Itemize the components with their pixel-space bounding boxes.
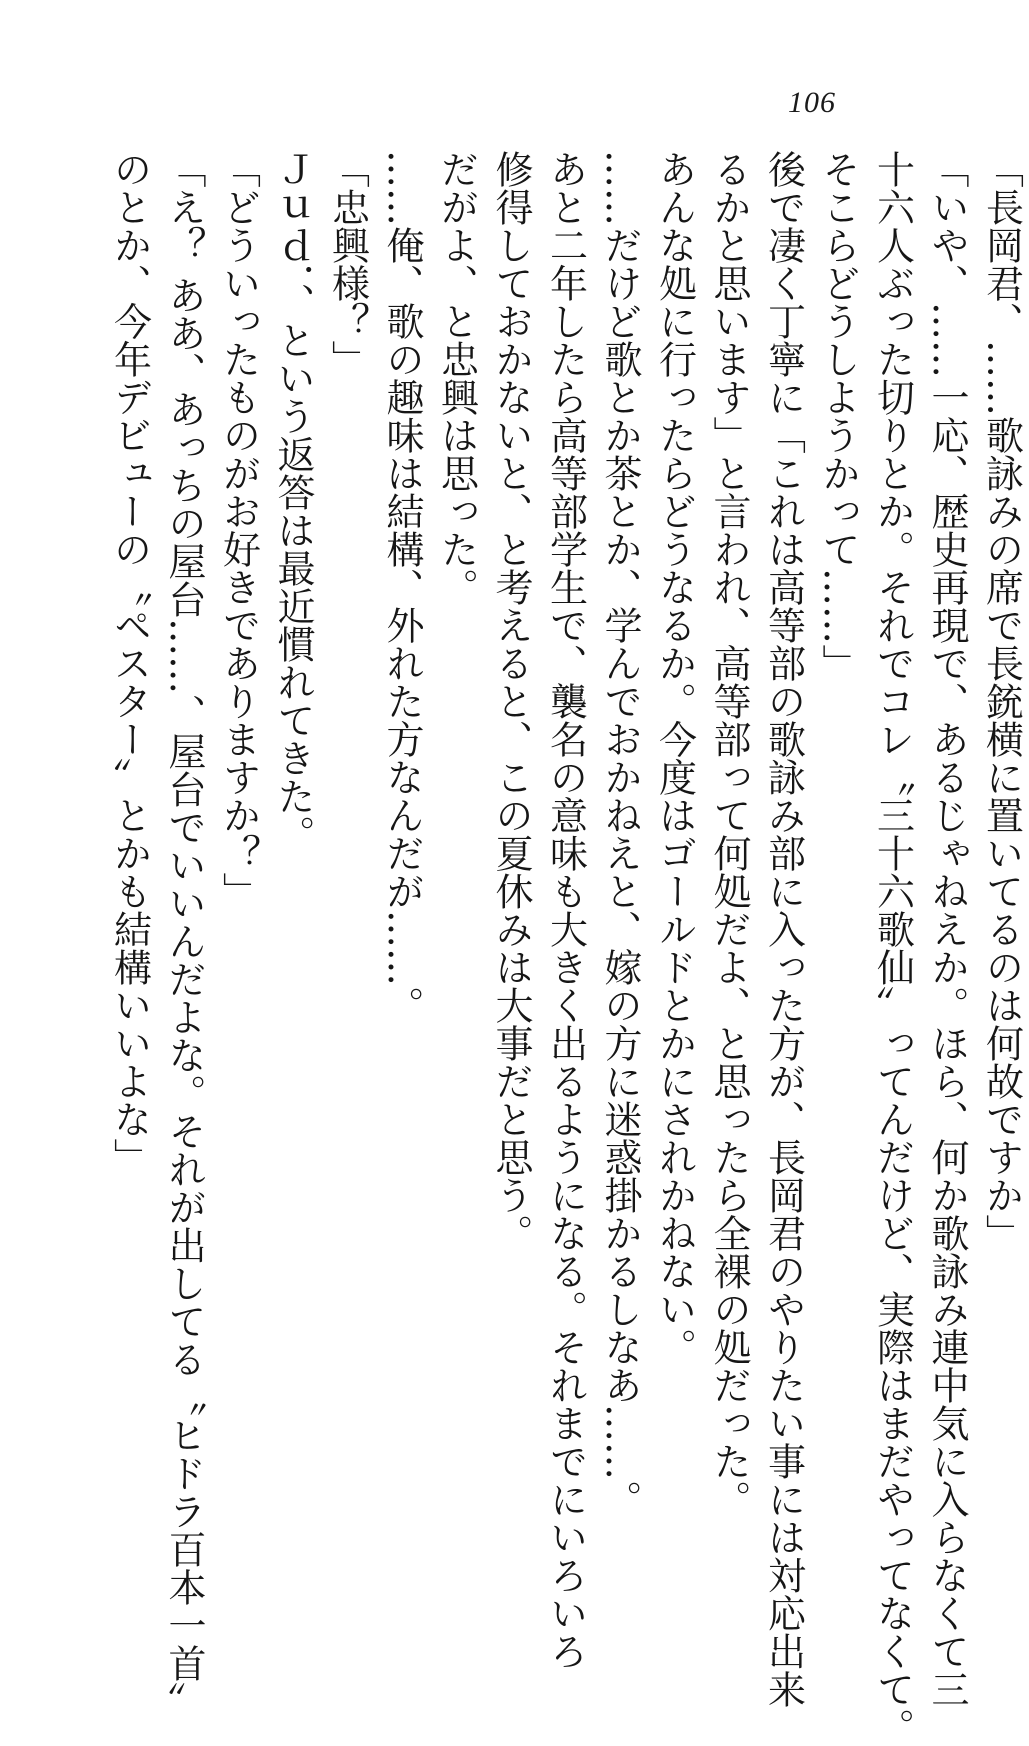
text-line-8: ……だけど歌とか茶とか、学んでおかねえと、嫁の方に迷惑掛かるしなあ……。 bbox=[598, 150, 642, 1518]
vertical-text-column bbox=[102, 150, 1029, 1746]
text-line-2: 「いや、……一応、歴史再現で、あるじゃねえか。ほら、何か歌詠み連中気に入らなくて三 bbox=[925, 150, 969, 1708]
text-line-5: 後で凄く丁寧に「これは高等部の歌詠み部に入った方が、長岡君のやりたい事には対応出来 bbox=[761, 150, 806, 1708]
text-line-9: あと二年したら高等部学生で、襲名の意味も大きく出るようになる。それまでにいろいろ bbox=[543, 150, 588, 1670]
text-line-15: 「どういったものがお好きでありますか？」 bbox=[216, 150, 261, 910]
text-line-11: だがよ、と忠興は思った。 bbox=[434, 150, 479, 606]
text-line-17: のとか、今年デビューの〝ペスター〟とかも結構いいよな」 bbox=[107, 150, 152, 1176]
body-text bbox=[102, 150, 1024, 1746]
page-number: 106 bbox=[788, 86, 836, 119]
text-line-7: あんな処に行ったらどうなるか。今度はゴールドとかにされかねない。 bbox=[652, 150, 697, 1366]
text-line-12: ……俺、歌の趣味は結構、外れた方なんだが……。 bbox=[380, 150, 424, 1024]
text-line-10: 修得しておかないと、と考えると、この夏休みは大事だと思う。 bbox=[489, 150, 533, 1252]
text-line-16: 「え？ ああ、あっちの屋台……、屋台でいいんだよな。それが出してる〝ヒドラ百本一首〟 bbox=[162, 150, 206, 1721]
text-line-3: 十六人ぶった切りとか。それでコレ〝三十六歌仙〟ってんだけど、実際はまだやってなくて。 bbox=[870, 150, 915, 1746]
text-line-4: そこらどうしようかって……」 bbox=[816, 150, 860, 682]
text-line-13: 「忠興様？」 bbox=[325, 150, 370, 378]
text-line-1: 「長岡君、……歌詠みの席で長銃横に置いてるのは何故ですか」 bbox=[979, 150, 1024, 1252]
text-line-6: るかと思います」と言われ、高等部って何処だよ、と思ったら全裸の処だった。 bbox=[707, 150, 751, 1518]
text-line-14: Ｊｕｄ．、という返答は最近慣れてきた。 bbox=[271, 150, 315, 853]
